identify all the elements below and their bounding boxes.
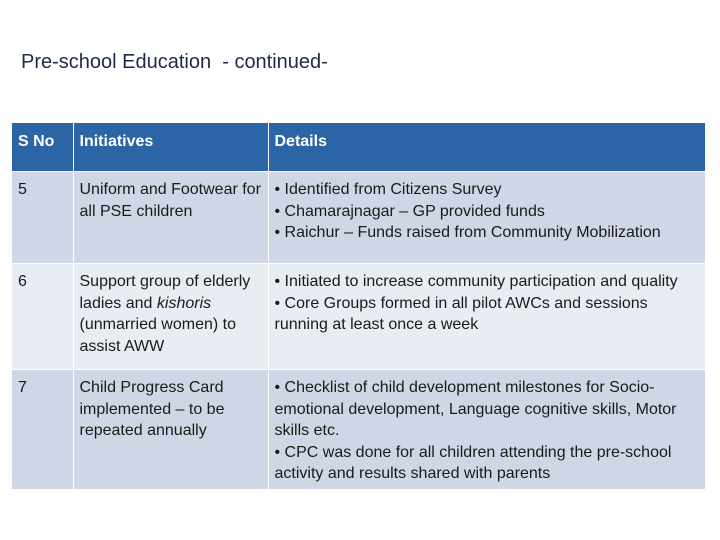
detail-bullet: • CPC was done for all children attending the pre-school activity and results shared with parents	[274, 443, 672, 482]
detail-bullet: • Initiated to increase community participation and quality	[274, 273, 678, 290]
table-row	[12, 370, 705, 489]
initiative-text: Support group of elderly ladies and	[79, 273, 251, 312]
cell-sno: 5	[12, 172, 73, 264]
header-sno: S No	[12, 123, 73, 172]
cell-initiative	[73, 264, 268, 370]
detail-bullet: • Core Groups formed in all pilot AWCs and sessions running at least once a week	[274, 294, 648, 333]
header-details: Details	[268, 123, 705, 172]
header-initiatives: Initiatives	[73, 123, 268, 172]
initiative-emphasis: kishoris	[156, 294, 212, 312]
cell-initiative: Child Progress Card implemented – to be repeated annually	[73, 370, 268, 489]
detail-bullet: • Chamarajnagar – GP provided funds	[274, 202, 545, 220]
cell-initiative: Uniform and Footwear for all PSE children	[73, 172, 268, 264]
initiatives-table	[12, 123, 705, 489]
detail-bullet: • Raichur – Funds raised from Community Mobilization	[274, 224, 661, 241]
detail-bullet: • Identified from Citizens Survey	[274, 181, 502, 198]
cell-details	[268, 370, 705, 489]
cell-details	[268, 264, 705, 370]
initiative-text: (unmarried women) to assist AWW	[79, 316, 236, 355]
cell-details	[268, 172, 705, 264]
table-header-row	[12, 123, 705, 172]
slide-title: Pre-school Education - continued-	[21, 51, 328, 73]
table-row	[12, 264, 705, 370]
cell-sno: 7	[12, 370, 73, 489]
detail-bullet: • Checklist of child development milestones for Socio-emotional development, Language cognitive skills, Motor skills etc.	[274, 379, 677, 439]
table-row	[12, 172, 705, 264]
cell-sno: 6	[12, 264, 73, 370]
